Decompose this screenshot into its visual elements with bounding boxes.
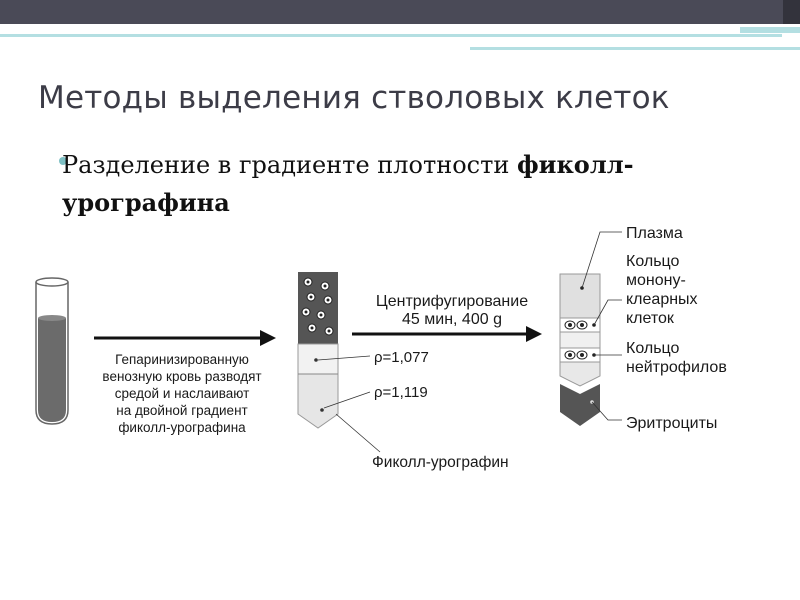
label-neutro-ring-1: Кольцо bbox=[626, 340, 680, 357]
centrifuge-label-2: 45 мин, 400 g bbox=[402, 311, 502, 328]
label-plasma: Плазма bbox=[626, 225, 683, 242]
caption-line-3: средой и наслаивают bbox=[114, 386, 250, 401]
density-label-1: ρ=1,077 bbox=[374, 349, 429, 366]
leader-ficoll bbox=[336, 414, 380, 452]
label-mono-ring-4: клеток bbox=[626, 310, 674, 327]
ficoll-label: Фиколл-урографин bbox=[372, 454, 509, 471]
caption-line-2: венозную кровь разводят bbox=[102, 369, 262, 384]
arrow-centrifugation bbox=[352, 326, 542, 342]
label-mono-ring-2: монону- bbox=[626, 272, 686, 289]
label-mono-ring-1: Кольцо bbox=[626, 253, 680, 270]
label-neutro-ring-2: нейтрофилов bbox=[626, 359, 727, 376]
caption-line-5: фиколл-урографина bbox=[118, 420, 246, 435]
step1-caption bbox=[102, 352, 261, 435]
gradient-tube-before bbox=[298, 272, 338, 428]
caption-line-1: Гепаринизированную bbox=[115, 352, 249, 367]
bullet-bold-text: фиколл-урографина bbox=[62, 150, 634, 217]
slide-title: Методы выделения стволовых клеток bbox=[38, 80, 670, 116]
bullet-normal-text: Разделение в градиенте плотности bbox=[62, 151, 518, 179]
caption-line-4: на двойной градиент bbox=[116, 403, 248, 418]
arrow-step-1 bbox=[94, 330, 276, 346]
centrifuge-label-1: Центрифугирование bbox=[375, 293, 529, 310]
density-label-2: ρ=1,119 bbox=[374, 384, 428, 401]
gradient-tube-after bbox=[560, 274, 600, 426]
blood-test-tube bbox=[36, 278, 68, 424]
label-erythrocytes: Эритроциты bbox=[626, 415, 718, 432]
label-mono-ring-3: клеарных bbox=[626, 291, 698, 308]
